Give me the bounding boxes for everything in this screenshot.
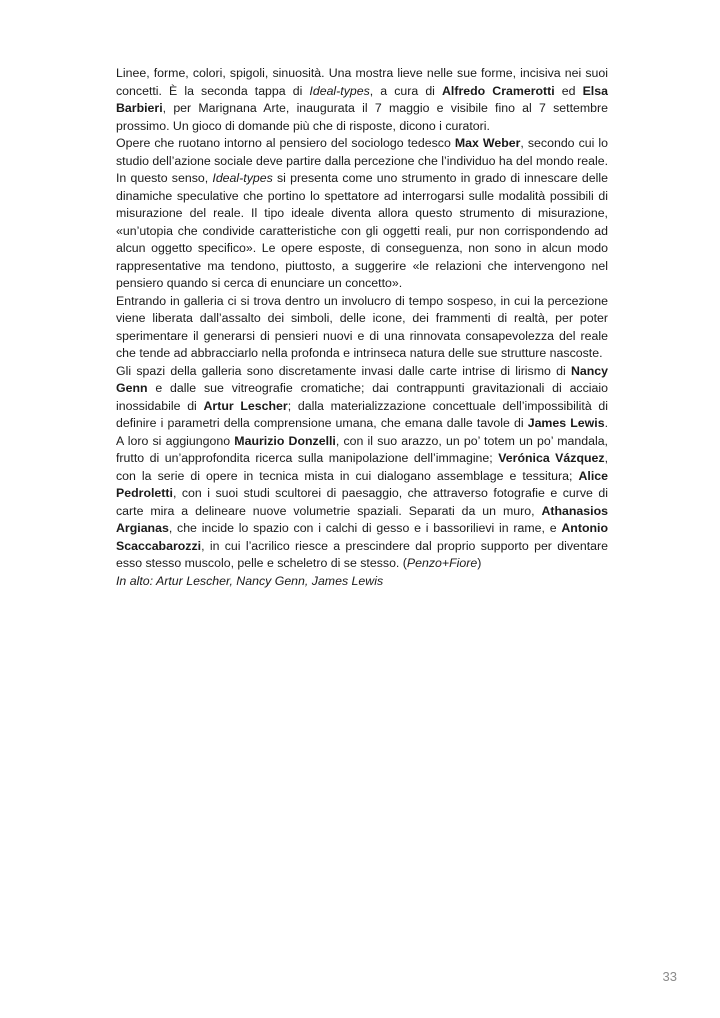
italic-text: Ideal-types — [309, 83, 370, 98]
paragraph — [116, 135, 608, 293]
paragraph — [116, 363, 608, 573]
artist-name: Alice Pedroletti — [116, 468, 608, 500]
artist-name: Athanasios Argianas — [116, 503, 608, 535]
text-run: ; dalla materializzazione concettuale dell’impossibilità di definire i parametri della comprensione umana, che emana dalle tavole di — [116, 398, 608, 430]
text-run: , che incide lo spazio con i calchi di gesso e i bassorilievi in rame, e — [168, 521, 562, 535]
text-run: , secondo cui lo studio dell’azione sociale deve partire dalla percezione che l’individuo ha del mondo reale. In questo senso, — [116, 136, 609, 185]
italic-text: Ideal-types — [212, 171, 273, 185]
text-run: si presenta come uno strumento in grado di innescare delle dinamiche speculative che portino lo spettatore ad interrogarsi sulle modalità possibili di misurazione del reale. Il tipo ideale diventa allora questo strumento di misurazione, «un’utopia che condivide caratteristiche con gli oggetti reali, pur non corrispondendo ad alcun oggetto specifico». Le opere esposte, di conseguenza, non sono in alcun modo rappresentative ma tendono, piuttosto, a suggerire «le relazioni che intervengono nel pensiero quando si cerca di enunciare un concetto». — [116, 171, 608, 290]
artist-name: Alfredo Cramerotti — [442, 83, 555, 98]
text-run: . A loro si aggiungono — [116, 416, 608, 448]
artist-name: Elsa Barbieri — [116, 83, 608, 115]
text-run: , a cura di — [369, 83, 442, 98]
text-run: Entrando in galleria ci si trova dentro un involucro di tempo sospeso, in cui la percezione viene liberata dall’assalto dei simboli, delle icone, dei frammenti di realtà, per poter sperimentare il generarsi di pensieri nuovi e di una rinnovata consapevolezza del reale che tende ad abbracciarlo nella profonda e intrinseca natura delle sue strutture nascoste. — [116, 293, 608, 360]
text-run: e dalle sue vitreografie cromatiche; dai contrappunti gravitazionali di acciaio inossidabile di — [116, 381, 608, 413]
artist-name: Antonio Scaccabarozzi — [116, 521, 608, 553]
text-run: ) — [477, 556, 482, 570]
artist-name: Verónica Vázquez — [498, 451, 605, 465]
text-run: , con i suoi studi scultorei di paesaggio, che attraverso fotografie e curve di carte mira a delineare nuove volumetrie spaziali. Separati da un muro, — [116, 486, 608, 518]
text-run: Linee, forme, colori, spigoli, sinuosità. Una mostra lieve nelle sue forme, incisiva nei suoi concetti. È la seconda tappa di — [116, 66, 608, 98]
text-run: , con il suo arazzo, un po’ totem un po’ mandala, frutto di un’approfondita ricerca sulla manipolazione dell’immagine; — [116, 433, 608, 465]
artist-name: James Lewis — [527, 416, 605, 430]
text-run: , con la serie di opere in tecnica mista in cui dialogano assemblage e tessitura; — [116, 451, 608, 483]
text-run: Gli spazi della galleria sono discretamente invasi dalle carte intrise di lirismo di — [116, 363, 571, 378]
page-number: 33 — [662, 969, 677, 984]
italic-text: Penzo+Fiore — [406, 556, 478, 570]
text-run: , in cui l’acrilico riesce a prescindere dal proprio supporto per diventare esso stesso muscolo, pelle e scheletro di se stesso. ( — [116, 538, 608, 570]
paragraph — [116, 293, 608, 363]
image-caption: In alto: Artur Lescher, Nancy Genn, James Lewis — [116, 573, 384, 588]
artist-name: Maurizio Donzelli — [234, 433, 336, 448]
artist-name: Artur Lescher — [203, 398, 288, 413]
artist-name: Nancy Genn — [116, 363, 608, 395]
article-body — [116, 65, 608, 590]
text-run: ed — [554, 83, 583, 98]
text-run: , per Marignana Arte, inaugurata il 7 maggio e visibile fino al 7 settembre prossimo. Un gioco di domande più che di risposte, dicono i curatori. — [116, 101, 608, 133]
artist-name: Max Weber — [454, 136, 521, 150]
text-run: Opere che ruotano intorno al pensiero del sociologo tedesco — [116, 136, 455, 150]
paragraph — [116, 65, 608, 135]
